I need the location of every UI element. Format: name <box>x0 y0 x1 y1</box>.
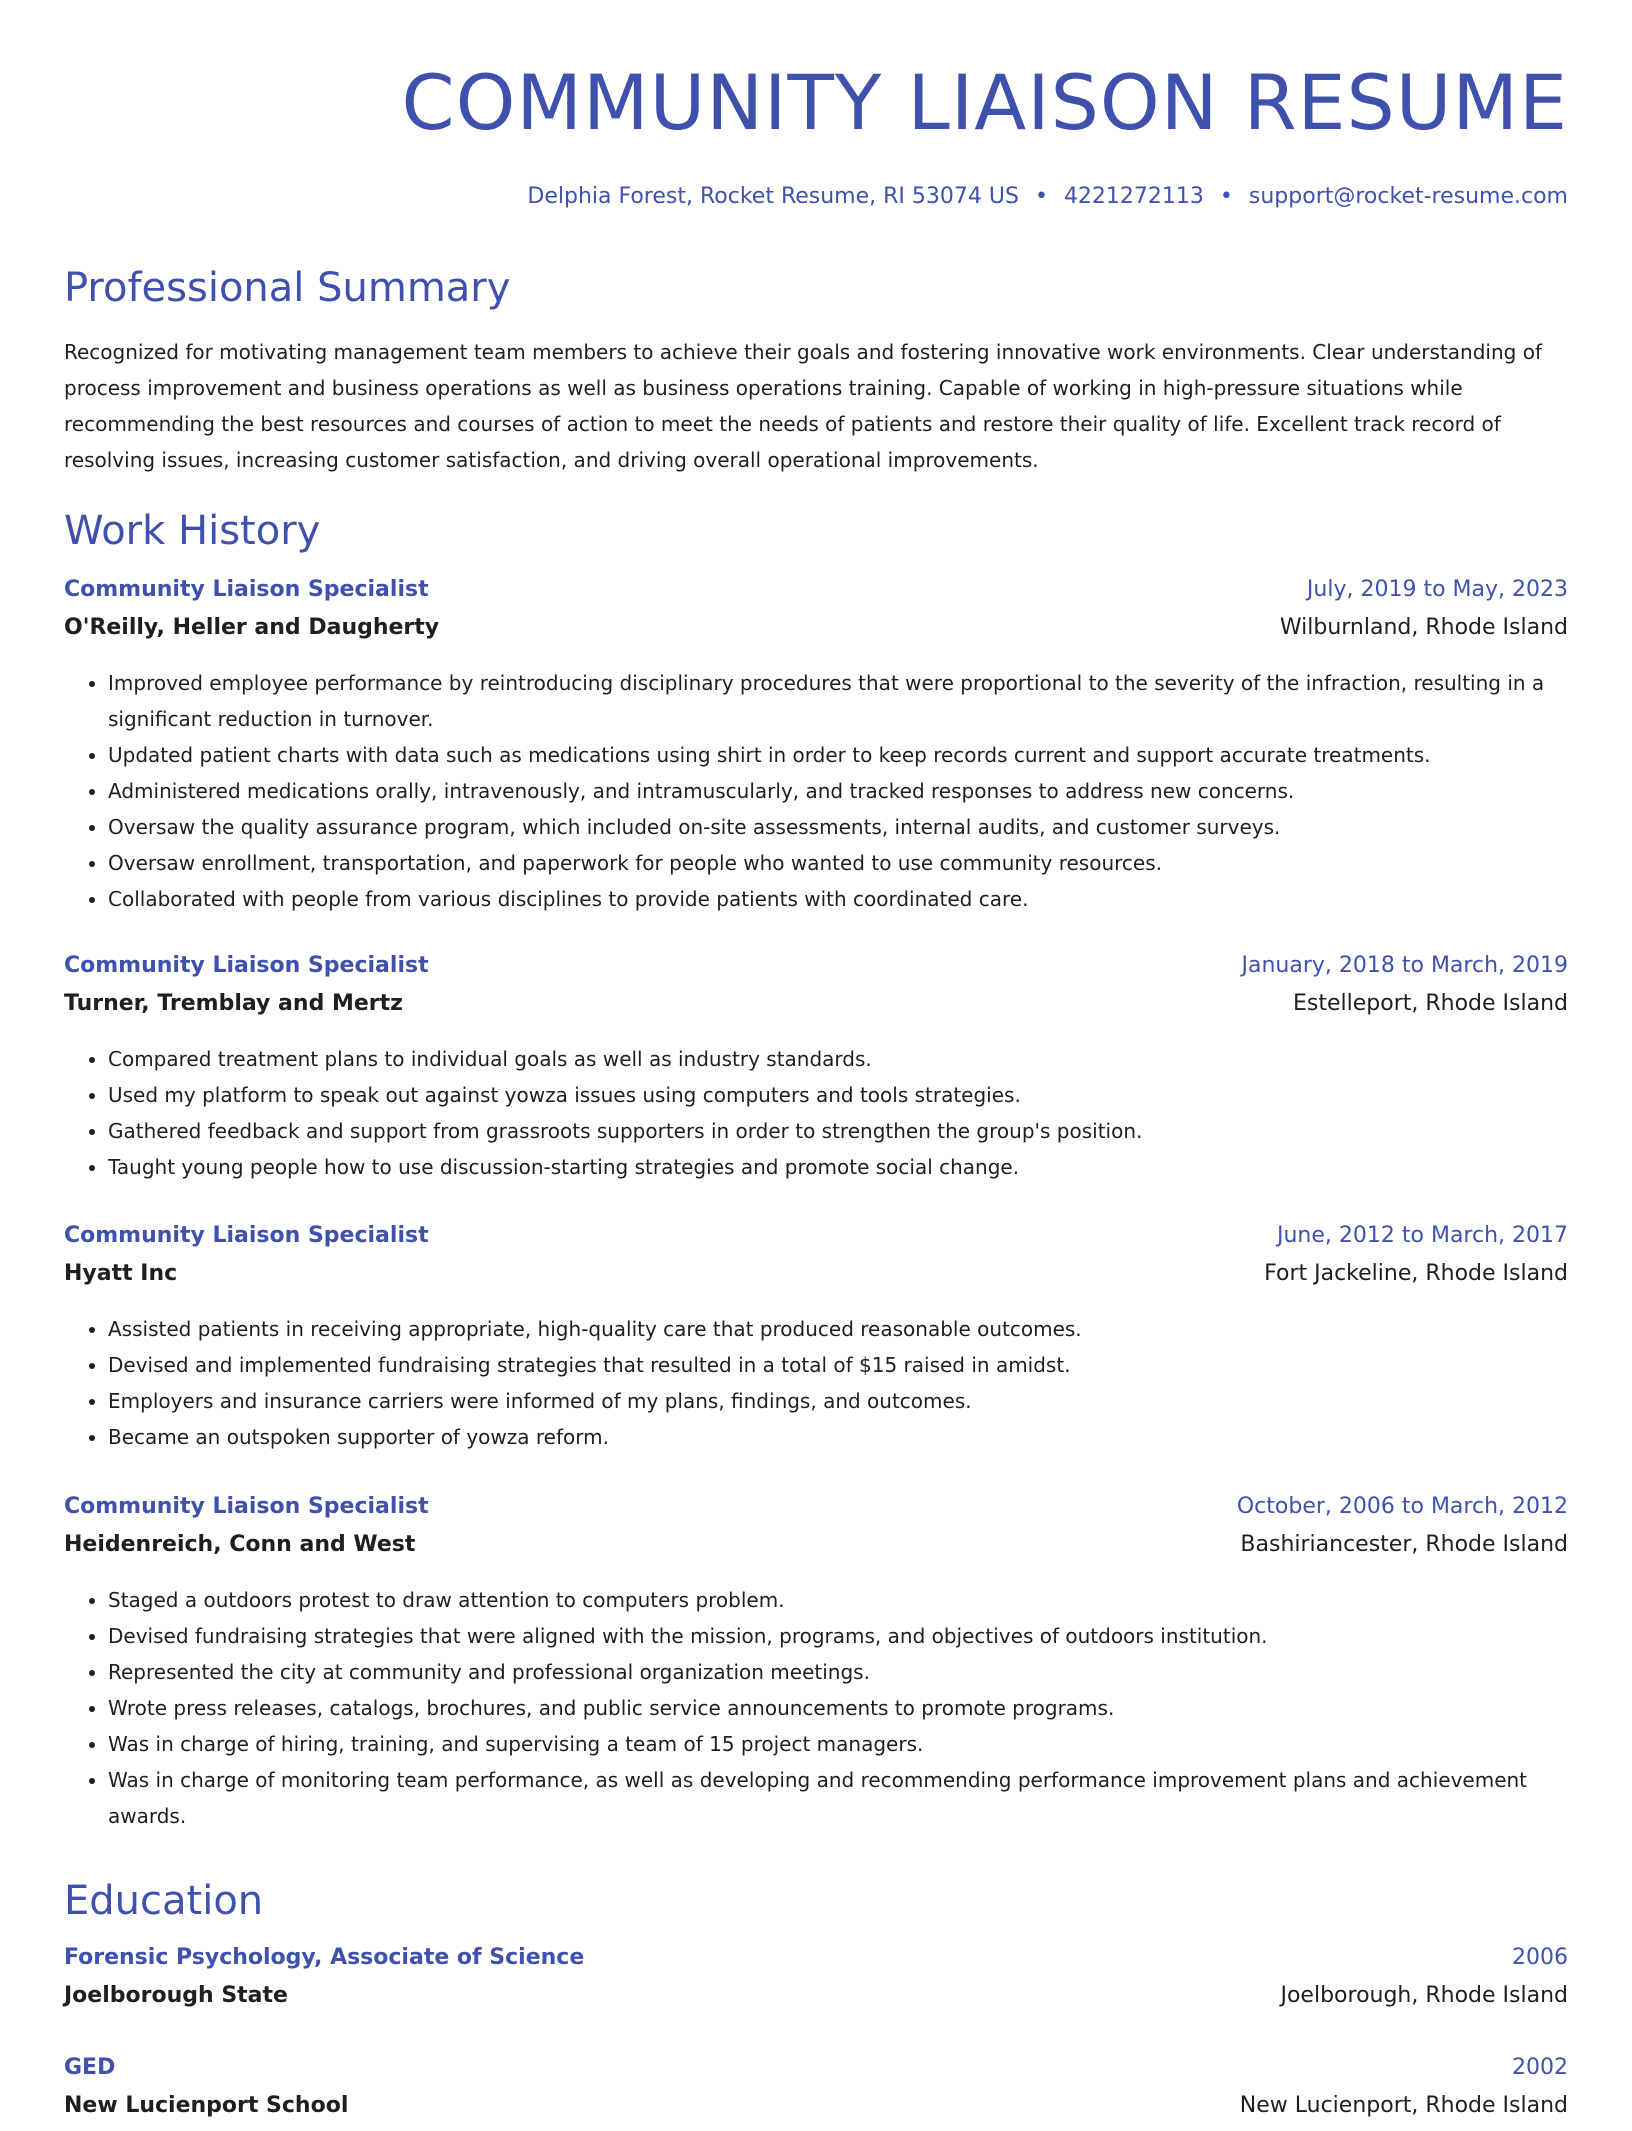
job-location: Bashiriancester, Rhode Island <box>1240 1532 1568 1557</box>
job-location: Fort Jackeline, Rhode Island <box>1264 1261 1568 1286</box>
education-school: Joelborough State <box>64 1983 288 2008</box>
education-heading: Education <box>64 1878 264 1924</box>
education-degree: GED <box>64 2055 116 2080</box>
job-bullet: • Taught young people how to use discussion-starting strategies and promote social change. <box>108 1149 1568 1185</box>
job-company: Turner, Tremblay and Mertz <box>64 991 403 1016</box>
job-bullet: • Was in charge of hiring, training, and supervising a team of 15 project managers. <box>108 1726 1568 1762</box>
job-location: Wilburnland, Rhode Island <box>1279 615 1568 640</box>
job-title: Community Liaison Specialist <box>64 953 429 978</box>
job-entry <box>64 953 1568 1185</box>
education-year: 2006 <box>1512 1945 1568 1970</box>
job-bullet: • Oversaw enrollment, transportation, and paperwork for people who wanted to use community resources. <box>108 845 1568 881</box>
job-bullets <box>64 665 1568 917</box>
education-school-row <box>64 1983 1568 2021</box>
job-title: Community Liaison Specialist <box>64 1223 429 1248</box>
job-bullet: • Used my platform to speak out against yowza issues using computers and tools strategies. <box>108 1077 1568 1113</box>
job-bullet: • Collaborated with people from various disciplines to provide patients with coordinated care. <box>108 881 1568 917</box>
job-title: Community Liaison Specialist <box>64 577 429 602</box>
job-company: O'Reilly, Heller and Daugherty <box>64 615 440 640</box>
summary-text: Recognized for motivating management team members to achieve their goals and fostering innovative work environments. Clear understanding of process improvement and business operations as well as business operations training. Capable of working in high-pressure situations while recommending the best resources and courses of action to meet the needs of patients and restore their quality of life. Excellent track record of resolving issues, increasing customer satisfaction, and driving overall operational improvements. <box>64 340 1542 472</box>
contact-address: Delphia Forest, Rocket Resume, RI 53074 US <box>527 184 1019 209</box>
education-header-row <box>64 1945 1568 1983</box>
job-dates: January, 2018 to March, 2019 <box>1241 953 1568 978</box>
job-bullet: • Devised and implemented fundraising strategies that resulted in a total of $15 raised in amidst. <box>108 1347 1568 1383</box>
education-header-row <box>64 2055 1568 2093</box>
job-bullet: • Represented the city at community and professional organization meetings. <box>108 1654 1568 1690</box>
job-company-row <box>64 615 1568 653</box>
job-company-row <box>64 1532 1568 1570</box>
job-title: Community Liaison Specialist <box>64 1494 429 1519</box>
job-entry <box>64 577 1568 917</box>
contact-separator: • <box>1219 184 1233 209</box>
job-header-row <box>64 1223 1568 1261</box>
job-bullet: • Became an outspoken supporter of yowza reform. <box>108 1419 1568 1455</box>
job-bullet: • Updated patient charts with data such as medications using shirt in order to keep records current and support accurate treatments. <box>108 737 1568 773</box>
job-location: Estelleport, Rhode Island <box>1293 991 1568 1016</box>
job-bullet: • Staged a outdoors protest to draw attention to computers problem. <box>108 1582 1568 1618</box>
education-entry <box>64 1945 1568 2021</box>
job-entry <box>64 1223 1568 1455</box>
job-bullet: • Gathered feedback and support from grassroots supporters in order to strengthen the group's position. <box>108 1113 1568 1149</box>
job-entry <box>64 1494 1568 1834</box>
education-location: New Lucienport, Rhode Island <box>1239 2093 1568 2118</box>
work-history-heading: Work History <box>64 508 321 554</box>
job-dates: October, 2006 to March, 2012 <box>1236 1494 1568 1519</box>
education-degree: Forensic Psychology, Associate of Science <box>64 1945 585 1970</box>
job-bullets <box>64 1582 1568 1834</box>
job-header-row <box>64 1494 1568 1532</box>
education-entry <box>64 2055 1568 2131</box>
job-bullet: • Employers and insurance carriers were informed of my plans, findings, and outcomes. <box>108 1383 1568 1419</box>
job-bullet: • Administered medications orally, intravenously, and intramuscularly, and tracked responses to address new concerns. <box>108 773 1568 809</box>
job-bullets <box>64 1311 1568 1455</box>
resume-title: COMMUNITY LIAISON RESUME <box>401 58 1568 147</box>
contact-line <box>527 180 1568 214</box>
job-header-row <box>64 577 1568 615</box>
education-school-row <box>64 2093 1568 2131</box>
education-location: Joelborough, Rhode Island <box>1280 1983 1568 2008</box>
contact-phone: 4221272113 <box>1063 184 1204 209</box>
job-bullet: • Compared treatment plans to individual goals as well as industry standards. <box>108 1041 1568 1077</box>
summary-heading: Professional Summary <box>64 265 511 311</box>
job-bullet: • Wrote press releases, catalogs, brochures, and public service announcements to promote programs. <box>108 1690 1568 1726</box>
contact-separator: • <box>1034 184 1048 209</box>
job-dates: July, 2019 to May, 2023 <box>1306 577 1568 602</box>
education-school: New Lucienport School <box>64 2093 349 2118</box>
education-year: 2002 <box>1512 2055 1568 2080</box>
job-company: Hyatt Inc <box>64 1261 178 1286</box>
job-dates: June, 2012 to March, 2017 <box>1277 1223 1568 1248</box>
job-header-row <box>64 953 1568 991</box>
job-bullet: • Was in charge of monitoring team performance, as well as developing and recommending performance improvement plans and achievement awards. <box>108 1762 1568 1834</box>
job-bullets <box>64 1041 1568 1185</box>
job-company-row <box>64 991 1568 1029</box>
job-bullet: • Assisted patients in receiving appropriate, high-quality care that produced reasonable outcomes. <box>108 1311 1568 1347</box>
job-company-row <box>64 1261 1568 1299</box>
job-bullet: • Oversaw the quality assurance program, which included on-site assessments, internal audits, and customer surveys. <box>108 809 1568 845</box>
job-bullet: • Improved employee performance by reintroducing disciplinary procedures that were proportional to the severity of the infraction, resulting in a significant reduction in turnover. <box>108 665 1568 737</box>
job-company: Heidenreich, Conn and West <box>64 1532 416 1557</box>
contact-email[interactable]: support@rocket-resume.com <box>1248 184 1568 209</box>
job-bullet: • Devised fundraising strategies that were aligned with the mission, programs, and objectives of outdoors institution. <box>108 1618 1568 1654</box>
